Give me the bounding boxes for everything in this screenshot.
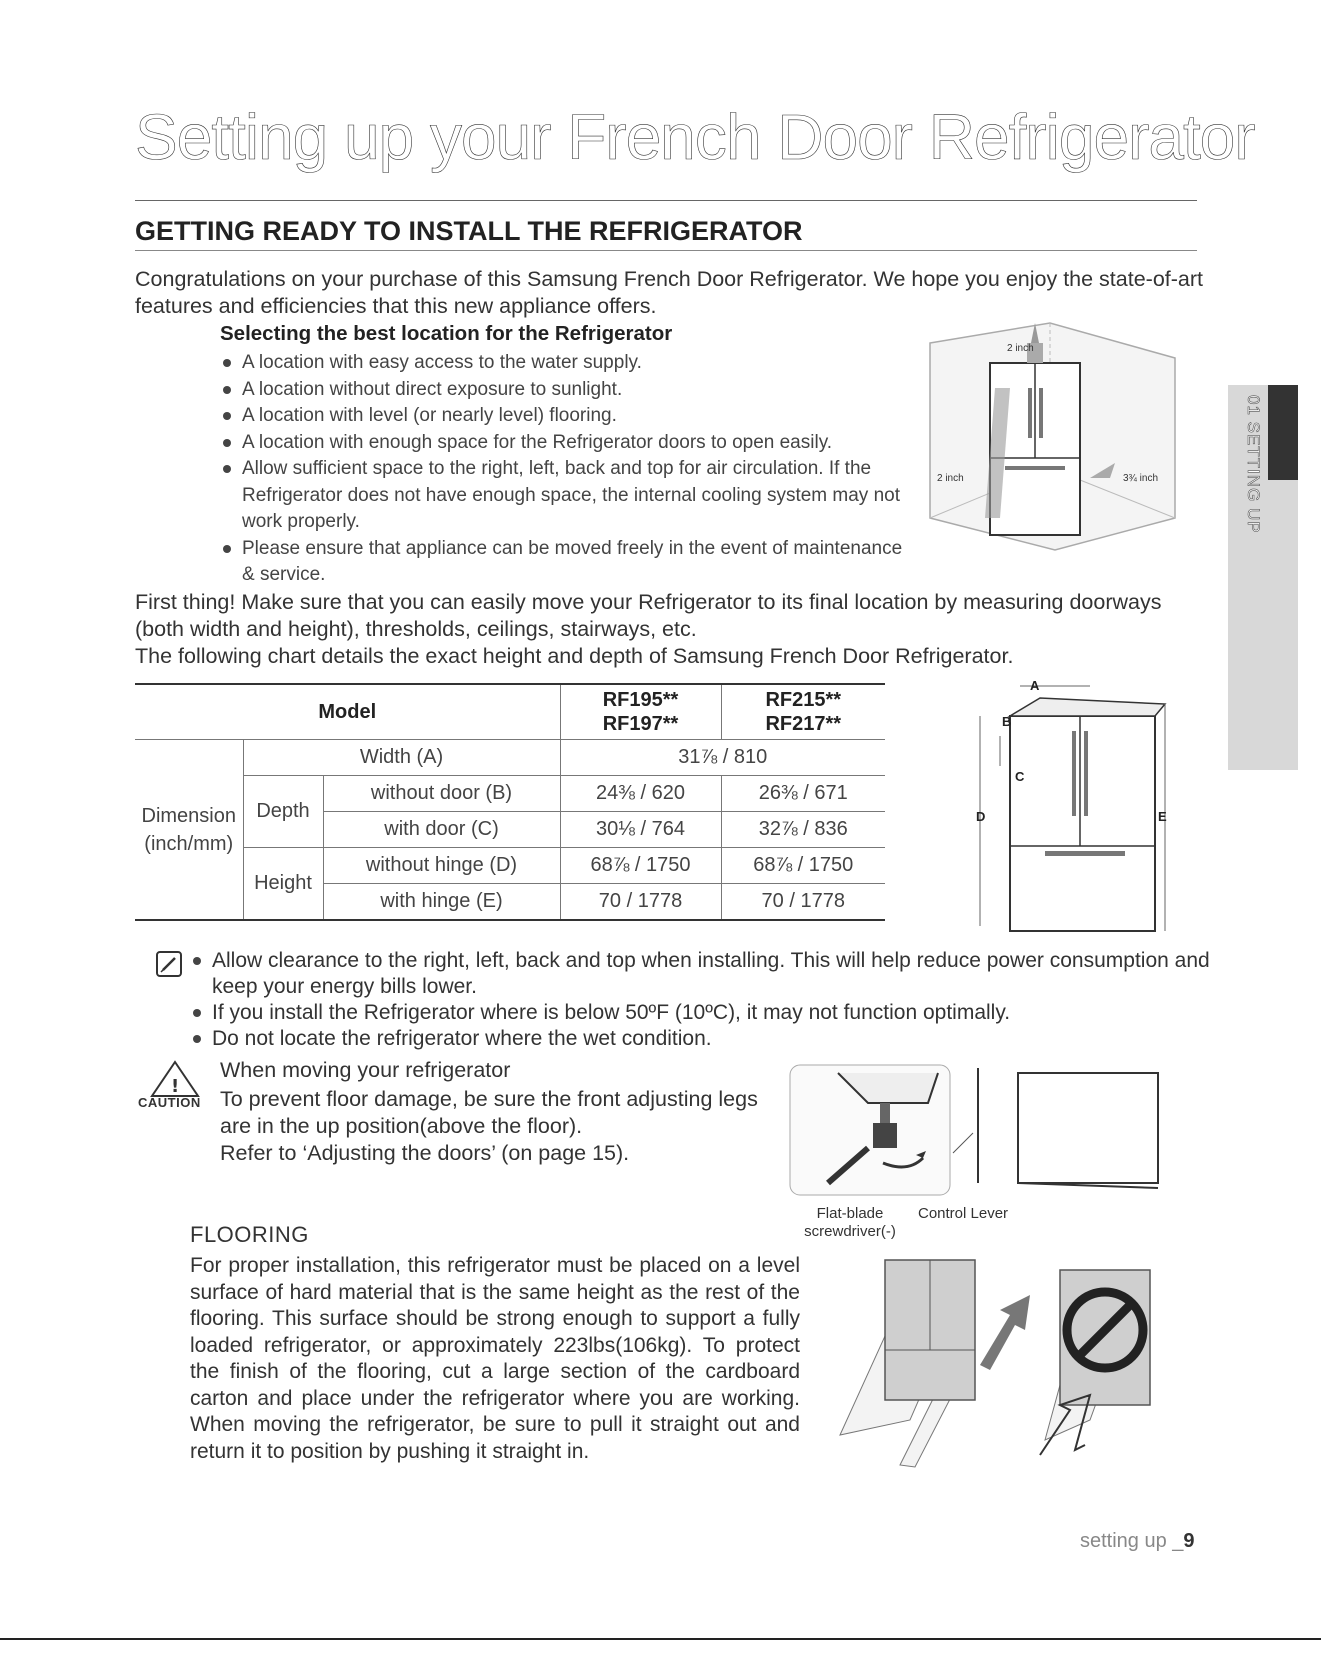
moving-illustration bbox=[830, 1255, 1170, 1470]
leg-adjust-illustration bbox=[788, 1063, 1168, 1203]
cell-value: 30⅛ / 764 bbox=[560, 812, 721, 848]
row-label: with hinge (E) bbox=[323, 884, 560, 920]
row-label: without hinge (D) bbox=[323, 848, 560, 884]
model-name: RF217** bbox=[765, 713, 842, 735]
caution-title: When moving your refrigerator bbox=[220, 1058, 511, 1082]
page-number: 9 bbox=[1183, 1530, 1195, 1552]
location-item: A location without direct exposure to sunlight. bbox=[220, 377, 920, 404]
model-col-2 bbox=[721, 685, 885, 740]
intro-paragraph: Congratulations on your purchase of this Samsung French Door Refrigerator. We hope you enjoy the state-of-art features and efficiencies that this new appliance offers. bbox=[135, 267, 1204, 318]
cell-value: 26⅜ / 671 bbox=[721, 776, 885, 812]
model-header: Model bbox=[135, 685, 560, 740]
clearance-illustration bbox=[925, 318, 1180, 553]
dim-label-c: C bbox=[1015, 769, 1025, 784]
dim-label-b: B bbox=[1002, 714, 1012, 729]
dim-label-a: A bbox=[1030, 678, 1040, 693]
flooring-heading: FLOORING bbox=[190, 1222, 309, 1247]
section-heading: GETTING READY TO INSTALL THE REFRIGERATOR bbox=[135, 216, 803, 246]
model-name: RF197** bbox=[602, 713, 679, 735]
model-name: RF215** bbox=[765, 689, 842, 711]
chart-intro: The following chart details the exact height and depth of Samsung French Door Refrigerator. bbox=[135, 644, 1014, 668]
svg-text:!: ! bbox=[171, 1076, 180, 1097]
location-item: A location with enough space for the Refrigerator doors to open easily. bbox=[220, 430, 920, 457]
flooring-body: For proper installation, this refrigerator must be placed on a level surface of hard material that is the same height as the rest of the flooring. This surface should be strong enough to support a fully loaded refrigerator, or approximately 223lbs(106kg). To protect the finish of the flooring, cut a large section of the cardboard carton and place under the refrigerator where you are working. When moving the refrigerator, be sure to pull it straight out and return it to position by pushing it straight in. bbox=[190, 1254, 800, 1463]
depth-label: Depth bbox=[243, 776, 323, 848]
cell-value: 32⅞ / 836 bbox=[721, 812, 885, 848]
caution-line: Refer to ‘Adjusting the doors’ (on page 15). bbox=[220, 1141, 630, 1165]
screwdriver-label-line: Flat-blade bbox=[816, 1205, 884, 1222]
note-item: If you install the Refrigerator where is below 50ºF (10ºC), it may not function optimally. bbox=[190, 1000, 1220, 1026]
cell-value: 68⅞ / 1750 bbox=[560, 848, 721, 884]
cell-value: 70 / 1778 bbox=[560, 884, 721, 920]
footer-text: setting up _ bbox=[1080, 1530, 1184, 1552]
dim-label-d: D bbox=[976, 809, 986, 824]
cell-value: 24⅜ / 620 bbox=[560, 776, 721, 812]
height-label: Height bbox=[243, 848, 323, 920]
notes-list bbox=[190, 948, 1220, 1052]
location-heading: Selecting the best location for the Refrigerator bbox=[220, 322, 673, 345]
location-item: Allow sufficient space to the right, left, back and top for air circulation. If the Refrigerator does not have enough space, the internal cooling system may not work properly. bbox=[220, 456, 920, 536]
model-col-1 bbox=[560, 685, 721, 740]
row-label: without door (B) bbox=[323, 776, 560, 812]
page-title: Setting up your French Door Refrigerator bbox=[135, 101, 1255, 173]
note-item: Allow clearance to the right, left, back and top when installing. This will help reduce power consumption and keep your energy bills lower. bbox=[190, 948, 1220, 1000]
dimension-label-text: Dimension bbox=[141, 804, 236, 827]
location-item: Please ensure that appliance can be moved freely in the event of maintenance & service. bbox=[220, 536, 920, 589]
caution-label: CAUTION bbox=[138, 1095, 201, 1110]
note-icon bbox=[155, 950, 183, 978]
page-footer bbox=[1080, 1530, 1195, 1553]
caution-line: To prevent floor damage, be sure the front adjusting legs are in the up position(above the floor). bbox=[220, 1087, 758, 1138]
dim-label-e: E bbox=[1158, 809, 1167, 824]
caution-body bbox=[220, 1086, 780, 1167]
dimension-label bbox=[135, 740, 243, 920]
screwdriver-label bbox=[795, 1205, 905, 1241]
model-name: RF195** bbox=[602, 689, 679, 711]
move-instructions bbox=[135, 589, 1215, 670]
screwdriver-label-line: screwdriver(-) bbox=[804, 1223, 896, 1240]
cell-value: 68⅞ / 1750 bbox=[721, 848, 885, 884]
location-list bbox=[220, 350, 920, 589]
clearance-right-label: 3¾ inch bbox=[1123, 473, 1159, 484]
cell-value: 70 / 1778 bbox=[721, 884, 885, 920]
chapter-tab-label: 01 SETTING UP bbox=[1244, 395, 1263, 534]
row-label: with door (C) bbox=[323, 812, 560, 848]
bottom-divider bbox=[0, 1638, 1321, 1640]
control-lever-label: Control Lever bbox=[918, 1205, 1009, 1222]
dimension-unit-text: (inch/mm) bbox=[144, 832, 234, 855]
location-item: A location with easy access to the water supply. bbox=[220, 350, 920, 377]
note-item: Do not locate the refrigerator where the wet condition. bbox=[190, 1026, 1220, 1052]
clearance-top-label: 2 inch bbox=[1007, 343, 1034, 354]
title-divider bbox=[135, 200, 1197, 201]
section-divider bbox=[135, 250, 1197, 251]
width-value: 31⅞ / 810 bbox=[560, 740, 885, 776]
dimension-illustration bbox=[960, 676, 1175, 946]
location-item: A location with level (or nearly level) flooring. bbox=[220, 403, 920, 430]
clearance-left-label: 2 inch bbox=[937, 473, 964, 484]
width-label: Width (A) bbox=[243, 740, 560, 776]
move-paragraph: First thing! Make sure that you can easily move your Refrigerator to its final location by measuring doorways (both width and height), thresholds, ceilings, stairways, etc. bbox=[135, 590, 1162, 641]
dimension-table bbox=[135, 683, 885, 921]
